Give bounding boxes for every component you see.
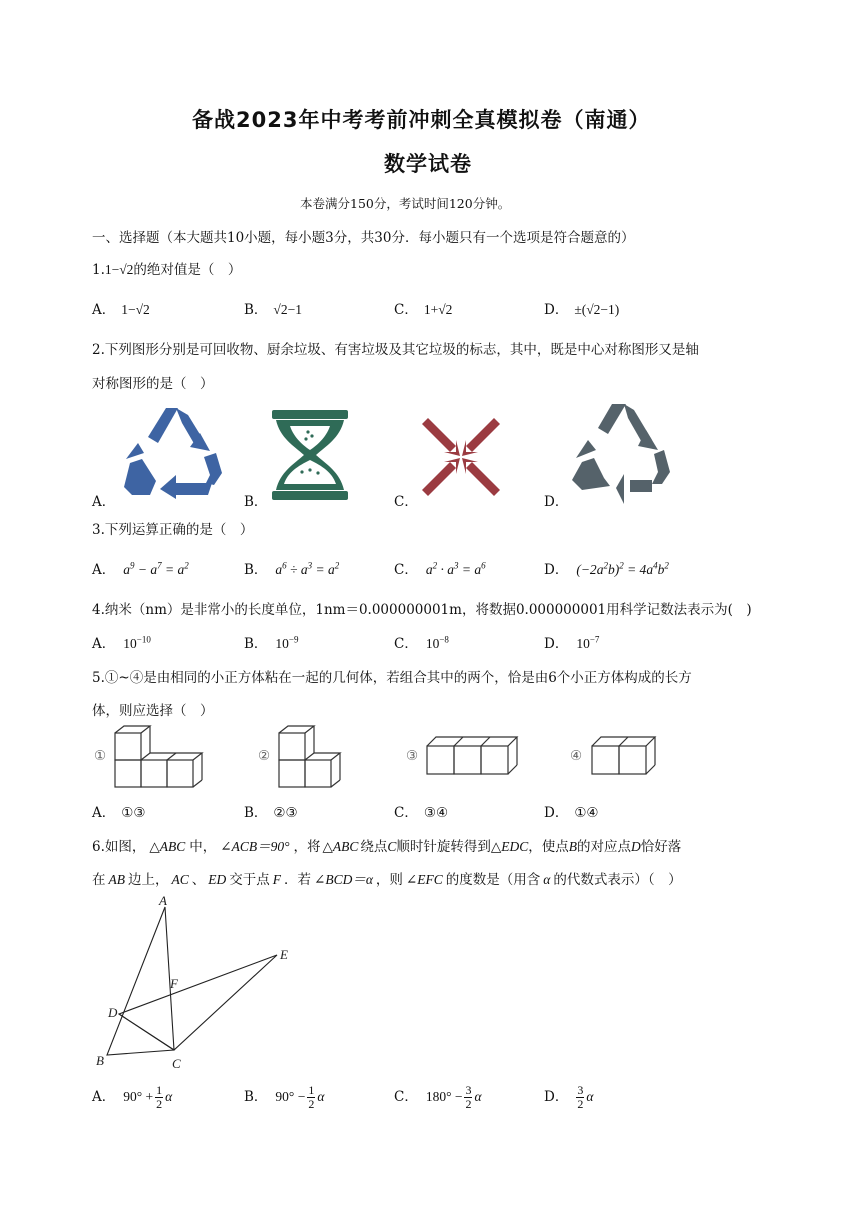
page-subtitle: 数学试卷	[384, 152, 472, 176]
question-2-line1: 2.下列图形分别是可回收物、厨余垃圾、有害垃圾及其它垃圾的标志，其中，既是中心对称图形又是轴	[92, 342, 699, 358]
q4-option-c[interactable]: C． $10^{-8}$	[394, 634, 449, 652]
exam-note: 本卷满分150分，考试时间120分钟。	[300, 196, 511, 211]
question-6-line2: 在 AB 边上， AC 、 ED 交于点 F ．若 ∠BCD＝α ，则 ∠EFC 的度数是（用含 α 的代数式表示）（ ）	[92, 872, 682, 888]
q2-option-c[interactable]: C．	[394, 494, 418, 510]
q3-option-b[interactable]: B． $a^6 \div a^3 = a^2$	[244, 560, 340, 578]
q2-option-d[interactable]: D．	[544, 494, 569, 510]
q3-option-a[interactable]: A． $a^9 - a^7 = a^2$	[92, 560, 189, 578]
point-d-label: D	[108, 1005, 118, 1020]
q6-option-c[interactable]: C． 180° − $\frac{3}{2}$ α	[394, 1083, 482, 1111]
other-waste-symbol-icon	[568, 400, 674, 504]
point-e-label: E	[280, 947, 288, 962]
q4-option-d[interactable]: D． $10^{-7}$	[544, 634, 600, 652]
figure-3-label: ③	[406, 748, 419, 764]
q2-option-b[interactable]: B．	[244, 494, 268, 510]
harmful-waste-symbol-icon	[418, 414, 504, 500]
q5-option-b[interactable]: B． ②③	[244, 805, 298, 821]
q6-option-a[interactable]: A． 90° + $\frac{1}{2}$ α	[92, 1083, 173, 1111]
question-1: 1.1−√2的绝对值是（ ）	[92, 262, 242, 278]
figure-1-label: ①	[94, 748, 107, 764]
q5-option-d[interactable]: D． ①④	[544, 805, 599, 821]
q5-option-c[interactable]: C． ③④	[394, 805, 449, 821]
q5-option-a[interactable]: A． ①③	[92, 805, 146, 821]
q4-option-b[interactable]: B． $10^{-9}$	[244, 634, 299, 652]
point-f-label: F	[170, 976, 178, 991]
question-5-line2: 体，则应选择（ ）	[92, 703, 214, 719]
question-2-line2: 对称图形的是（ ）	[92, 376, 214, 392]
q1-option-d[interactable]: D． ±(√2−1)	[544, 302, 620, 318]
section-heading: 一、选择题（本大题共10小题，每小题3分，共30分．每小题只有一个选项是符合题意的）	[92, 230, 635, 246]
q4-option-a[interactable]: A． $10^{-10}$	[92, 634, 151, 652]
question-5-line1: 5.①~④是由相同的小正方体粘在一起的几何体，若组合其中的两个，恰是由6个小正方体构成的长方	[92, 670, 692, 686]
q6-option-d[interactable]: D． $\frac{3}{2}$ α	[544, 1083, 594, 1111]
figure-2-label: ②	[258, 748, 271, 764]
question-4: 4.纳米（nm）是非常小的长度单位，1nm＝0.000000001m，将数据0.000000001用科学记数法表示为( )	[92, 602, 752, 618]
cube-figure-2	[276, 724, 344, 790]
cube-figure-4	[589, 734, 657, 778]
q3-option-d[interactable]: D． $(-2a^2b)^2 = 4a^4b^2$	[544, 560, 669, 578]
recycle-symbol-icon	[118, 403, 226, 499]
q6-option-b[interactable]: B． 90° − $\frac{1}{2}$ α	[244, 1083, 325, 1111]
q2-option-a[interactable]: A．	[92, 494, 116, 510]
page-title: 备战2023年中考考前冲刺全真模拟卷（南通）	[192, 108, 651, 132]
q1-option-a[interactable]: A． 1−√2	[92, 302, 150, 318]
q3-option-c[interactable]: C． $a^2 \cdot a^3 = a^6$	[394, 560, 486, 578]
point-b-label: B	[96, 1053, 104, 1068]
cube-figure-3	[424, 734, 520, 778]
triangle-rotation-diagram	[90, 893, 300, 1073]
point-a-label: A	[159, 893, 167, 908]
q1-option-b[interactable]: B． √2−1	[244, 302, 302, 318]
figure-4-label: ④	[570, 748, 583, 764]
cube-figure-1	[112, 724, 206, 790]
point-c-label: C	[172, 1056, 181, 1071]
question-6-line1: 6.如图， △ABC 中， ∠ACB＝90° ，将 △ABC 绕点C顺时针旋转得到△EDC，使点B的对应点D恰好落	[92, 839, 682, 855]
question-3: 3.下列运算正确的是（ ）	[92, 522, 254, 538]
q1-option-c[interactable]: C． 1+√2	[394, 302, 453, 318]
kitchen-waste-symbol-icon	[268, 408, 352, 502]
